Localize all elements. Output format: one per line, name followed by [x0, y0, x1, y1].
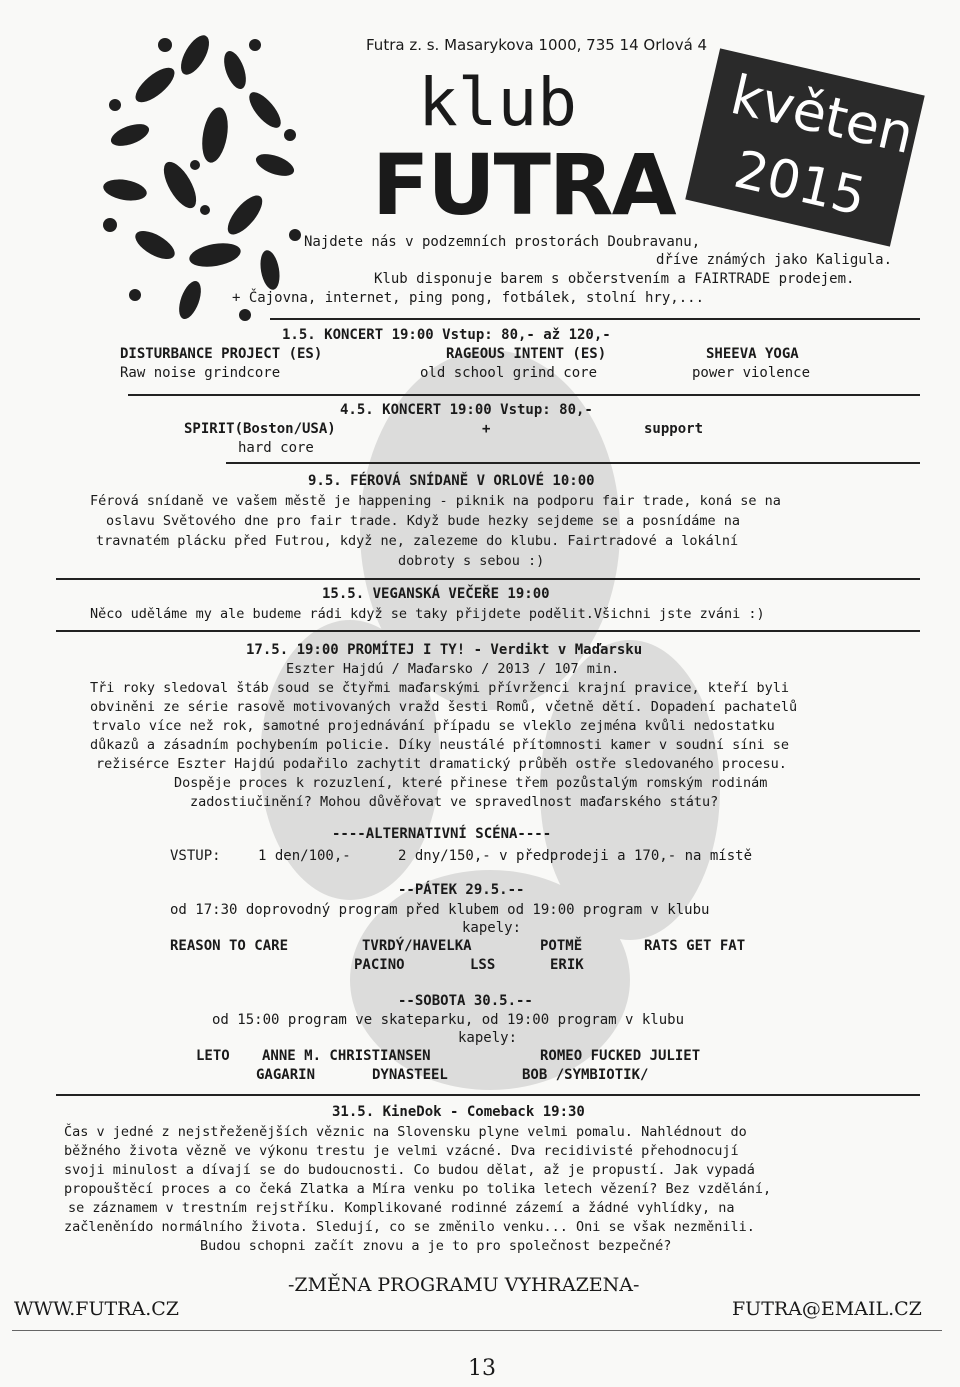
event-1-band-3: SHEEVA YOGA — [706, 346, 799, 362]
saturday-band: ROMEO FUCKED JULIET — [540, 1048, 701, 1064]
event-5-line-1: Tři roky sledoval štáb soud se čtyřmi maďarskými přívrženci krajní pravice, kteří byli — [90, 680, 789, 696]
event-1-genre-2: old school grind core — [420, 365, 598, 381]
event-1-genre-1: Raw noise grindcore — [120, 365, 281, 381]
event-6-head: 31.5. KineDok - Comeback 19:30 — [332, 1104, 585, 1120]
saturday-program: od 15:00 program ve skateparku, od 19:00 program v klubu — [212, 1012, 685, 1028]
event-5-line-5: režisérce Eszter Hajdú podařilo zachytit dramatický průběh ostře sledovaného procesu. — [96, 756, 787, 772]
event-1-head: 1.5. KONCERT 19:00 Vstup: 80,- až 120,- — [282, 327, 611, 343]
event-2-band: SPIRIT(Boston/USA) — [184, 421, 336, 437]
event-5-line-4: důkazů a zásadním pochybením policie. Díky neustálé přítomnosti kamer v soudní síni se — [90, 737, 789, 753]
event-3-line-2: oslavu Světového dne pro fair trade. Když bude hezky sejdeme se a posnídáme na — [106, 513, 740, 529]
event-3-line-4: dobroty s sebou :) — [398, 553, 545, 569]
dancers-illustration — [95, 15, 305, 335]
event-5-line-3: trvalo více než rok, samotné projednávání případu se vleklo zejména kvůli nedostatku — [92, 718, 775, 734]
friday-band: PACINO — [354, 957, 405, 973]
logo-klub: klub — [418, 64, 577, 141]
divider — [56, 578, 920, 580]
friday-band: RATS GET FAT — [644, 938, 746, 954]
event-3-line-1: Férová snídaně ve vašem městě je happening - piknik na podporu fair trade, koná se na — [90, 493, 781, 509]
intro-line-1: Najdete nás v podzemních prostorách Doubravanu, — [304, 234, 701, 250]
saturday-kapely: kapely: — [458, 1030, 518, 1046]
badge-month: květen — [725, 63, 920, 167]
badge-year: 2015 — [728, 139, 872, 228]
event-5-sub: Eszter Hajdú / Maďarsko / 2013 / 107 min. — [286, 661, 620, 677]
footer-website: WWW.FUTRA.CZ — [14, 1298, 179, 1320]
page-number: 13 — [468, 1356, 496, 1381]
saturday-title: --SOBOTA 30.5.-- — [398, 993, 533, 1009]
saturday-band: LETO — [196, 1048, 230, 1064]
footer-email: FUTRA@EMAIL.CZ — [732, 1298, 922, 1320]
event-3-head: 9.5. FÉROVÁ SNÍDANĚ V ORLOVÉ 10:00 — [308, 473, 595, 489]
event-4-line: Něco uděláme my ale budeme rádi když se taky přijdete podělit.Všichni jste zváni :) — [90, 606, 765, 622]
event-6-line-2: běžného života vězně ve výkonu trestu je velmi vzácné. Dva recidivisté přehodnocují — [64, 1143, 739, 1159]
month-badge — [685, 48, 924, 246]
event-5-line-2: obviněni ze série rasově motivovaných vražd šesti Romů, včetně dětí. Dopadení pachatelů — [90, 699, 798, 715]
logo-futra: FUTRA — [372, 136, 675, 234]
event-3-line-3: travnatém plácku před Futrou, když ne, zalezeme do klubu. Fairtradové a lokální — [96, 533, 739, 549]
friday-band: ERIK — [550, 957, 584, 973]
event-5-head: 17.5. 19:00 PROMÍTEJ I TY! - Verdikt v Maďarsku — [246, 642, 643, 658]
saturday-band: ANNE M. CHRISTIANSEN — [262, 1048, 431, 1064]
event-5-line-6: Dospěje proces k rozuzlení, které přinese třem pozůstalým romským rodinám — [174, 775, 768, 791]
intro-line-4: + Čajovna, internet, ping pong, fotbálek, stolní hry,... — [232, 290, 705, 306]
event-1-band-1: DISTURBANCE PROJECT (ES) — [120, 346, 323, 362]
festival-title: ----ALTERNATIVNÍ SCÉNA---- — [332, 826, 552, 842]
club-address: Futra z. s. Masarykova 1000, 735 14 Orlová 4 — [366, 36, 708, 54]
event-2-support: support — [644, 421, 704, 437]
divider — [56, 1094, 920, 1096]
event-4-head: 15.5. VEGANSKÁ VEČEŘE 19:00 — [322, 586, 550, 602]
divider — [56, 630, 920, 632]
friday-title: --PÁTEK 29.5.-- — [398, 882, 525, 898]
divider — [226, 462, 920, 464]
saturday-band: DYNASTEEL — [372, 1067, 448, 1083]
event-2-genre: hard core — [238, 440, 314, 456]
event-1-band-2: RAGEOUS INTENT (ES) — [446, 346, 607, 362]
intro-line-3: Klub disponuje barem s občerstvením a FAIRTRADE prodejem. — [374, 271, 855, 287]
event-2-plus: + — [482, 421, 491, 437]
event-2-head: 4.5. KONCERT 19:00 Vstup: 80,- — [340, 402, 593, 418]
intro-line-2: dříve známých jako Kaligula. — [656, 252, 893, 268]
friday-program: od 17:30 doprovodný program před klubem od 19:00 program v klubu — [170, 902, 710, 918]
friday-band: REASON TO CARE — [170, 938, 289, 954]
event-6-line-6: začleněnído normálního života. Sledují, co se změnilo venku... Oni se však nezměnili. — [64, 1219, 755, 1235]
festival-price-2: 2 dny/150,- v předprodeji a 170,- na místě — [398, 848, 753, 864]
event-1-genre-3: power violence — [692, 365, 811, 381]
event-6-line-4: propouštěcí proces a co čeká Zlatka a Míra venku po tolika letech vězení? Bez vzdělání, — [64, 1181, 772, 1197]
saturday-band: GAGARIN — [256, 1067, 316, 1083]
saturday-band: BOB /SYMBIOTIK/ — [522, 1067, 649, 1083]
divider — [12, 1330, 942, 1331]
friday-band: POTMĚ — [540, 938, 583, 954]
festival-price-1: 1 den/100,- — [258, 848, 351, 864]
divider — [128, 394, 920, 396]
divider — [270, 318, 920, 320]
friday-band: TVRDÝ/HAVELKA — [362, 938, 472, 954]
event-6-line-1: Čas v jedné z nejstřeženějších věznic na Slovensku plyne velmi pomalu. Nahlédnout do — [64, 1124, 747, 1140]
event-6-line-3: svoji minulost a dívají se do budoucnosti. Co budou dělat, až je propustí. Jak vypadá — [64, 1162, 755, 1178]
event-6-line-5: se záznamem v trestním rejstříku. Komplikované rodinné zázemí a žádné vyhlídky, na — [68, 1200, 735, 1216]
event-6-line-7: Budou schopni začít znovu a je to pro společnost bezpečné? — [200, 1238, 672, 1254]
event-5-line-7: zadostiučinění? Mohou důvěřovat ve spravedlnost maďarského státu? — [190, 794, 719, 810]
festival-vstup-label: VSTUP: — [170, 848, 221, 864]
friday-kapely: kapely: — [462, 920, 522, 936]
friday-band: LSS — [470, 957, 496, 973]
program-change-notice: -ZMĚNA PROGRAMU VYHRAZENA- — [288, 1274, 640, 1296]
